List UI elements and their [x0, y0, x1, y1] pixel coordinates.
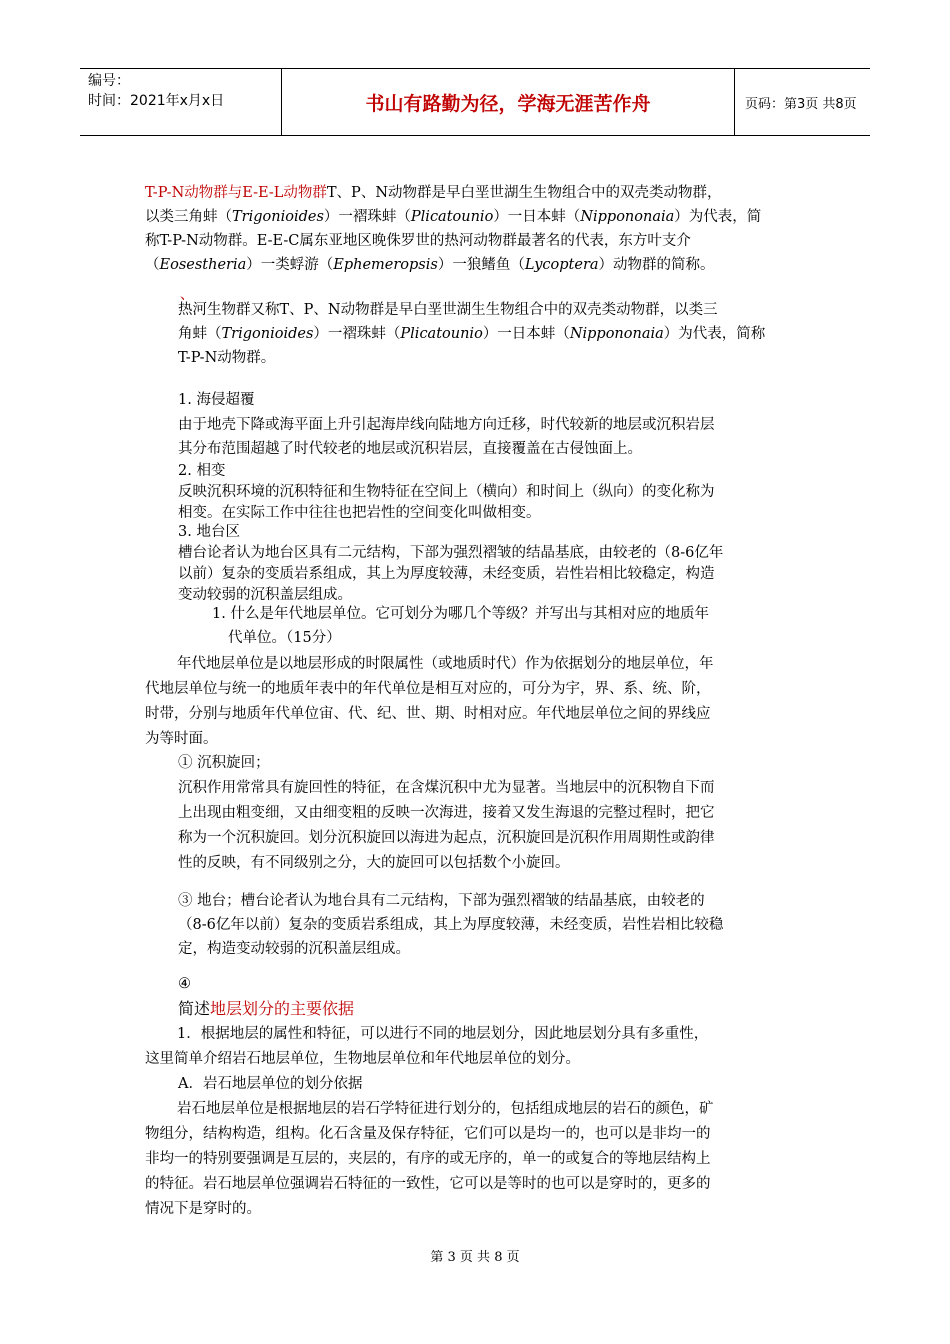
- basis-title: 简述地层划分的主要依据: [178, 999, 355, 1018]
- header-motto: 书山有路勤为径，学海无涯苦作舟: [282, 69, 735, 135]
- answer: 年代地层单位是以地层形成的时限属性（或地质时代）作为依据划分的地层单位，年 代地层单位与统一的地质年表中的年代单位是相互对应的，可分为宇，界、系、统、阶， 时带，分别与地质年代单位宙、代、纪、世、期、时相对应。年代地层单位之间的界线应 为等时面。: [145, 656, 714, 747]
- term-3-body: 槽台论者认为地台区具有二元结构，下部为强烈褶皱的结晶基底，由较老的（8-6亿年 以前）复杂的变质岩系组成，其上为厚度较薄，未经变质，岩性岩相比较稳定，构造 变动较弱的沉积盖层组成。: [178, 545, 724, 603]
- basis-intro: 1．根据地层的属性和特征，可以进行不同的地层划分，因此地层划分具有多重性， 这里简单介绍岩石地层单位，生物地层单位和年代地层单位的划分。: [145, 1026, 709, 1067]
- term-3-heading: 3. 地台区: [178, 524, 240, 540]
- rehe-paragraph: 热河生物群又称T、P、N动物群是早白垩世湖生生物组合中的双壳类动物群，以类三 角蚌（Trigonioides）一褶珠蚌（Plicatounio）一日本蚌（Nippononaia）为代表，简称 T-P-N动物群。: [178, 302, 766, 366]
- term-1-heading: 1. 海侵超覆: [178, 392, 255, 408]
- intro-paragraph: T-P-N动物群与E-E-L动物群T、P、N动物群是早白垩世湖生生物组合中的双壳类动物群， 以类三角蚌（Trigonioides）一褶珠蚌（Plicatounio）一日本蚌（Nippononaia）为代表，简 称T-P-N动物群。E-E-C属东亚地区晚侏罗世的热河动物群最著名的代表，东方叶支介 （Eosestheria）一类蜉游（Ephemeropsis）一狼鳍鱼（Lycoptera）动物群的简称。: [145, 185, 762, 273]
- basis-body-a: 岩石地层单位是根据地层的岩石学特征进行划分的，包括组成地层的岩石的颜色，矿 物组分，结构构造，组构。化石含量及保存特征，它们可以是均一的，也可以是非均一的 非均一的特别要强调是互层的，夹层的，有序的或无序的，单一的或复合的等地层结构上 的特征。岩石地层单位强调岩石特征的一致性，它可以是等时的也可以是穿时的，更多的 情况下是穿时的。: [145, 1101, 714, 1217]
- term-2-body: 反映沉积环境的沉积特征和生物特征在空间上（横向）和时间上（纵向）的变化称为 相变。在实际工作中往往也把岩性的空间变化叫做相变。: [178, 484, 715, 521]
- term-2-heading: 2. 相变: [178, 463, 226, 479]
- platform-paragraph: ③ 地台；槽台论者认为地台具有二元结构，下部为强烈褶皱的结晶基底，由较老的 （8-6亿年以前）复杂的变质岩系组成，其上为厚度较薄，未经变质，岩性岩相比较稳 定，构造变动较弱的沉积盖层组成。: [178, 893, 724, 957]
- cycle-body: 沉积作用常常具有旋回性的特征，在含煤沉积中尤为显著。当地层中的沉积物自下而 上出现由粗变细，又由细变粗的反映一次海进，接着又发生海退的完整过程时，把它 称为一个沉积旋回。划分沉积旋回以海进为起点，沉积旋回是沉积作用周期性或韵律 性的反映，有不同级别之分，大的旋回可以包括数个小旋回。: [178, 780, 715, 871]
- basis-heading-a: A．岩石地层单位的划分依据: [178, 1076, 363, 1092]
- intro-title: T-P-N动物群与E-E-L动物群: [145, 185, 327, 201]
- question: 1. 什么是年代地层单位。它可划分为哪几个等级？并写出与其相对应的地质年 代单位。（15分）: [212, 606, 709, 646]
- header-meta: [80, 69, 282, 135]
- doc-number: 编号：: [88, 73, 130, 89]
- page-header: [80, 68, 870, 136]
- header-page: 页码：第3页 共8页: [745, 96, 857, 112]
- doc-time: 时间：2021年x月x日: [88, 93, 225, 109]
- page-footer: 第 3 页 共 8 页: [430, 1250, 520, 1265]
- cycle-heading: ① 沉积旋回；: [178, 755, 270, 771]
- circle-four: ④: [178, 976, 191, 992]
- red-mark: 、: [180, 287, 194, 303]
- term-1-body: 由于地壳下降或海平面上升引起海岸线向陆地方向迁移，时代较新的地层或沉积岩层 其分布范围超越了时代较老的地层或沉积岩层，直接覆盖在古侵蚀面上。: [178, 417, 715, 457]
